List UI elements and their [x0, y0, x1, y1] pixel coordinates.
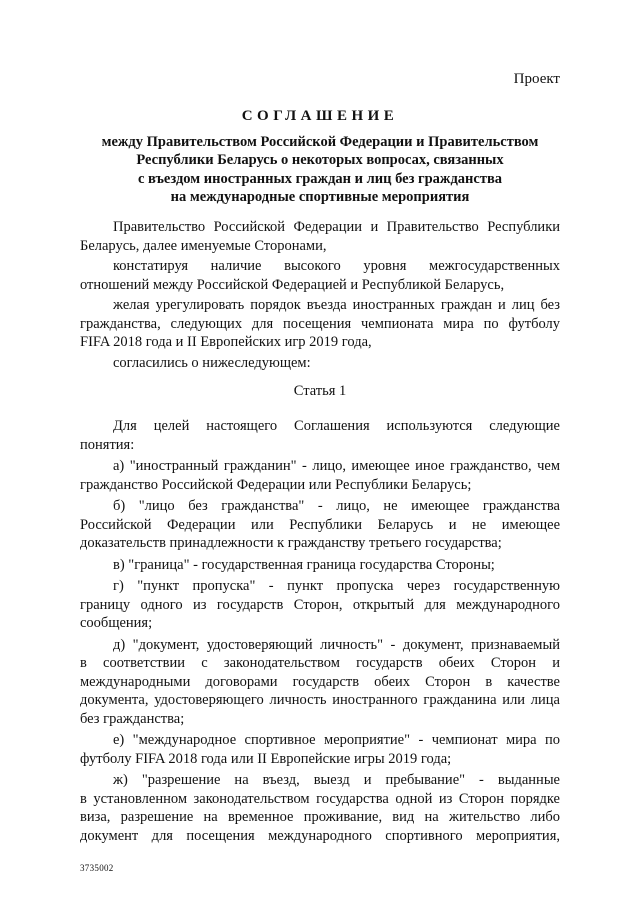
text-line: е) "международное спортивное мероприятие" - чемпионат мира по	[113, 732, 560, 748]
text-line: Для целей настоящего Соглашения используются следующие	[113, 418, 560, 434]
document-code: 3735002	[80, 863, 114, 873]
text-line: г) "пункт пропуска" - пункт пропуска через государственную	[113, 578, 560, 594]
text-line: границу одного из государств Сторон, открытый для международного	[80, 596, 560, 613]
text-line: футболу FIFA 2018 года или II Европейские игры 2019 года;	[80, 750, 452, 767]
text-line: доказательств принадлежности к гражданству третьего государства;	[80, 535, 502, 551]
subtitle-line: с въездом иностранных граждан и лиц без гражданства	[137, 170, 503, 187]
text-line: в) "граница" - государственная граница государства Стороны;	[113, 556, 495, 573]
document-title: СОГЛАШЕНИЕ	[241, 108, 399, 124]
text-line: Правительство Российской Федерации и Правительство Республики	[113, 219, 560, 235]
text-line: д) "документ, удостоверяющий личность" - документ, признаваемый	[113, 636, 560, 653]
article-1-body	[80, 417, 560, 845]
document-subtitle	[80, 133, 560, 207]
text-line: документ для посещения международного спортивного мероприятия,	[80, 827, 560, 844]
draft-label: Проект	[513, 71, 560, 87]
article-heading: Статья 1	[293, 383, 347, 399]
preamble	[80, 218, 560, 372]
text-line: международными договорами государств обеих Сторон в качестве	[80, 673, 560, 690]
text-line: Беларусь, далее именуемые Сторонами,	[80, 237, 327, 254]
text-line: Российской Федерации или Республики Беларусь и не имеющее	[80, 516, 560, 533]
text-line: б) "лицо без гражданства" - лицо, не имеющее гражданства	[113, 498, 560, 514]
text-line: FIFA 2018 года и II Европейских игр 2019 года,	[80, 334, 372, 350]
text-line: гражданство Российской Федерации или Республики Беларусь;	[80, 476, 472, 493]
text-line: гражданства, следующих для посещения чемпионата мира по футболу	[80, 315, 560, 332]
text-line: согласились о нижеследующем:	[113, 354, 311, 371]
text-line: отношений между Российской Федерацией и Республикой Беларусь,	[80, 276, 505, 293]
text-line: констатируя наличие высокого уровня межгосударственных	[113, 258, 560, 274]
text-line: понятия:	[80, 436, 135, 453]
text-line: виза, разрешение на временное проживание, вид на жительство либо	[80, 809, 560, 825]
text-line: документа, удостоверяющего личность иностранного гражданина или лица	[80, 692, 560, 708]
text-line: желая урегулировать порядок въезда иностранных граждан и лиц без	[113, 297, 560, 313]
text-line: сообщения;	[80, 615, 153, 631]
text-line: а) "иностранный гражданин" - лицо, имеющее иное гражданство, чем	[113, 458, 560, 474]
subtitle-line: между Правительством Российской Федерации и Правительством	[101, 134, 539, 150]
subtitle-line: на международные спортивные мероприятия	[170, 189, 470, 206]
text-line: без гражданства;	[80, 710, 185, 727]
text-line: в соответствии с законодательством государств обеих Сторон и	[80, 655, 560, 671]
text-line: в установленном законодательством государства одной из Сторон порядке	[80, 790, 560, 807]
text-line: ж) "разрешение на въезд, выезд и пребывание" - выданные	[113, 772, 560, 788]
subtitle-line: Республики Беларусь о некоторых вопросах, связанных	[136, 152, 504, 169]
